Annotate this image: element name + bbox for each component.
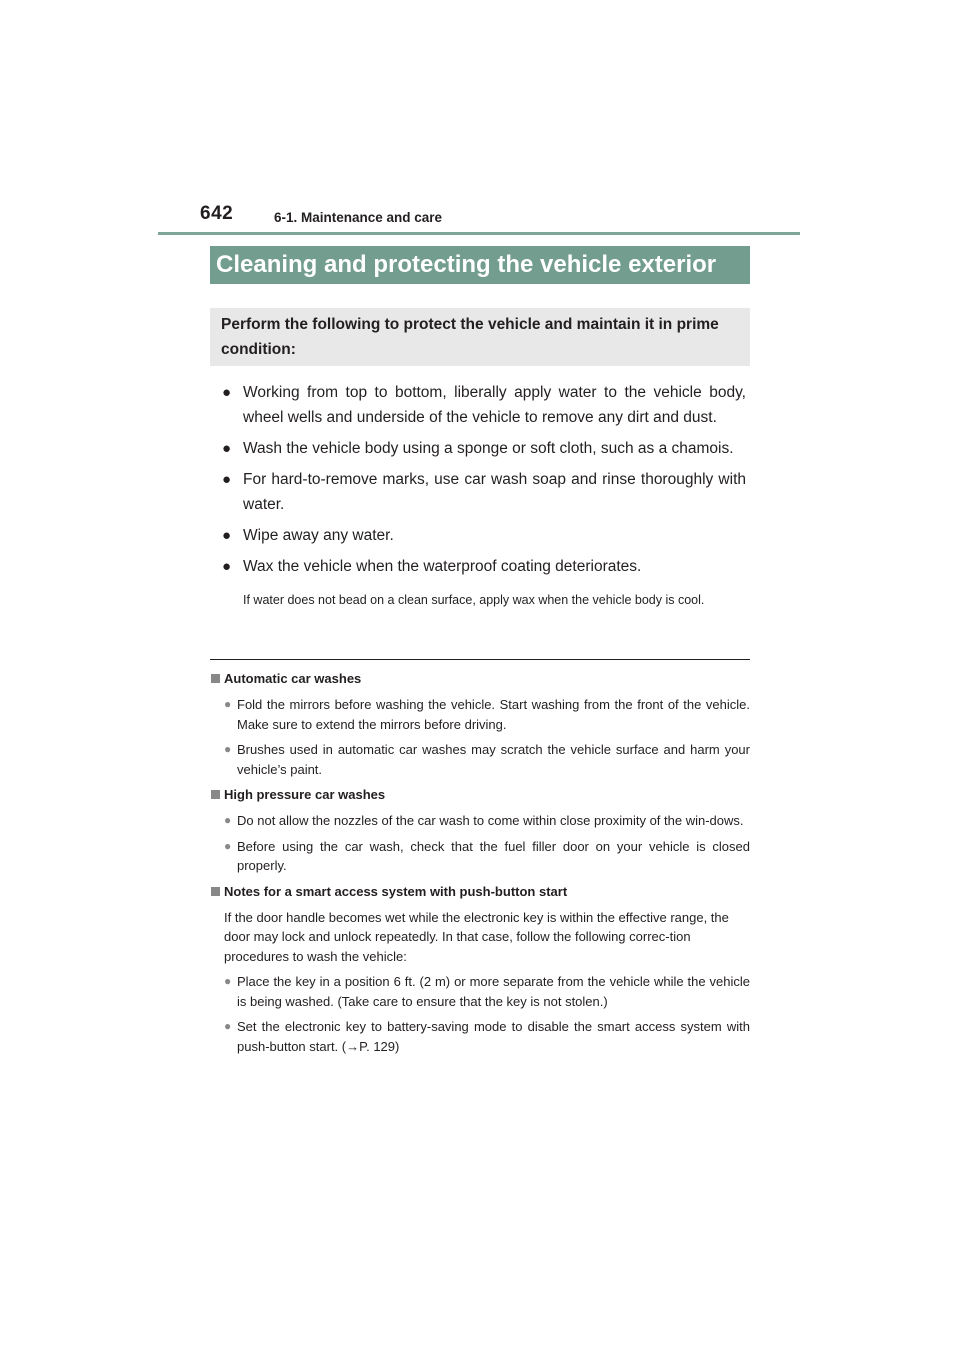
square-icon: [211, 790, 220, 799]
bullet-icon: ●: [224, 1019, 232, 1033]
bullet-icon: ●: [222, 558, 232, 575]
note-item: [210, 1017, 750, 1056]
square-icon: [211, 887, 220, 896]
intro-box: Perform the following to protect the vehicle and maintain it in prime condition:: [210, 308, 750, 366]
note-item-text: Set the electronic key to battery-saving mode to disable the smart access system with push-button start. (→P. 129): [237, 1019, 750, 1054]
step-item: [222, 467, 746, 517]
note-heading-smart-access: [210, 882, 750, 902]
step-item: [222, 380, 746, 430]
bullet-icon: ●: [224, 697, 232, 711]
note-item-text: Brushes used in automatic car washes may scratch the vehicle surface and harm your vehicle’s paint.: [237, 742, 750, 777]
note-heading-high-pressure: [210, 785, 750, 805]
bullet-icon: ●: [224, 838, 232, 853]
page-number: 642: [200, 203, 234, 224]
note-heading-text: Notes for a smart access system with push-button start: [224, 883, 568, 899]
bullet-icon: ●: [222, 471, 232, 488]
note-heading-text: Automatic car washes: [224, 671, 362, 686]
note-item: [210, 837, 750, 876]
bullet-icon: ●: [224, 813, 232, 827]
step-text: Working from top to bottom, liberally apply water to the vehicle body, wheel wells and underside of the vehicle to remove any dirt and dust.: [243, 384, 746, 426]
note-item: [210, 811, 750, 831]
step-text: Wipe away any water.: [243, 527, 394, 544]
bullet-icon: ●: [222, 384, 232, 401]
note-item-text: Place the key in a position 6 ft. (2 m) or more separate from the vehicle while the vehicle is being washed. (Take care to ensure that the key is not stolen.): [237, 974, 750, 1009]
note-item-text: Do not allow the nozzles of the car wash to come within close proximity of the win-dows.: [237, 813, 744, 828]
step-text: Wash the vehicle body using a sponge or soft cloth, such as a chamois.: [243, 440, 734, 457]
note-item: [210, 695, 750, 734]
notes-section: [210, 669, 750, 1062]
step-item: [222, 436, 746, 461]
note-heading-automatic: [210, 669, 750, 689]
bullet-icon: ●: [224, 974, 232, 988]
note-paragraph: If the door handle becomes wet while the electronic key is within the effective range, the door may lock and unlock repeatedly. In that case, follow the following correc-tion procedures to wash the vehicle:: [224, 909, 729, 964]
page-title: Cleaning and protecting the vehicle exterior: [210, 246, 750, 284]
bullet-icon: ●: [222, 440, 232, 457]
step-item: [222, 523, 746, 548]
note-item: [210, 972, 750, 1011]
bullet-icon: ●: [222, 527, 232, 544]
note-item-text: Before using the car wash, check that the fuel filler door on your vehicle is closed properly.: [237, 838, 750, 873]
note-item: [210, 740, 750, 779]
note-heading-text: High pressure car washes: [224, 787, 386, 802]
step-note: If water does not bead on a clean surface, apply wax when the vehicle body is cool.: [243, 593, 705, 607]
step-text: Wax the vehicle when the waterproof coating deteriorates.: [243, 558, 642, 575]
step-item: [222, 554, 746, 579]
steps-list: [222, 380, 746, 585]
divider: [210, 659, 750, 660]
bullet-icon: ●: [224, 742, 232, 756]
square-icon: [211, 674, 220, 683]
note-item-text: Fold the mirrors before washing the vehicle. Start washing from the front of the vehicle. Make sure to extend the mirrors before driving.: [237, 697, 750, 732]
section-label: 6-1. Maintenance and care: [274, 210, 443, 225]
header-rule: [158, 232, 800, 235]
step-text: For hard-to-remove marks, use car wash soap and rinse thoroughly with water.: [243, 471, 746, 513]
